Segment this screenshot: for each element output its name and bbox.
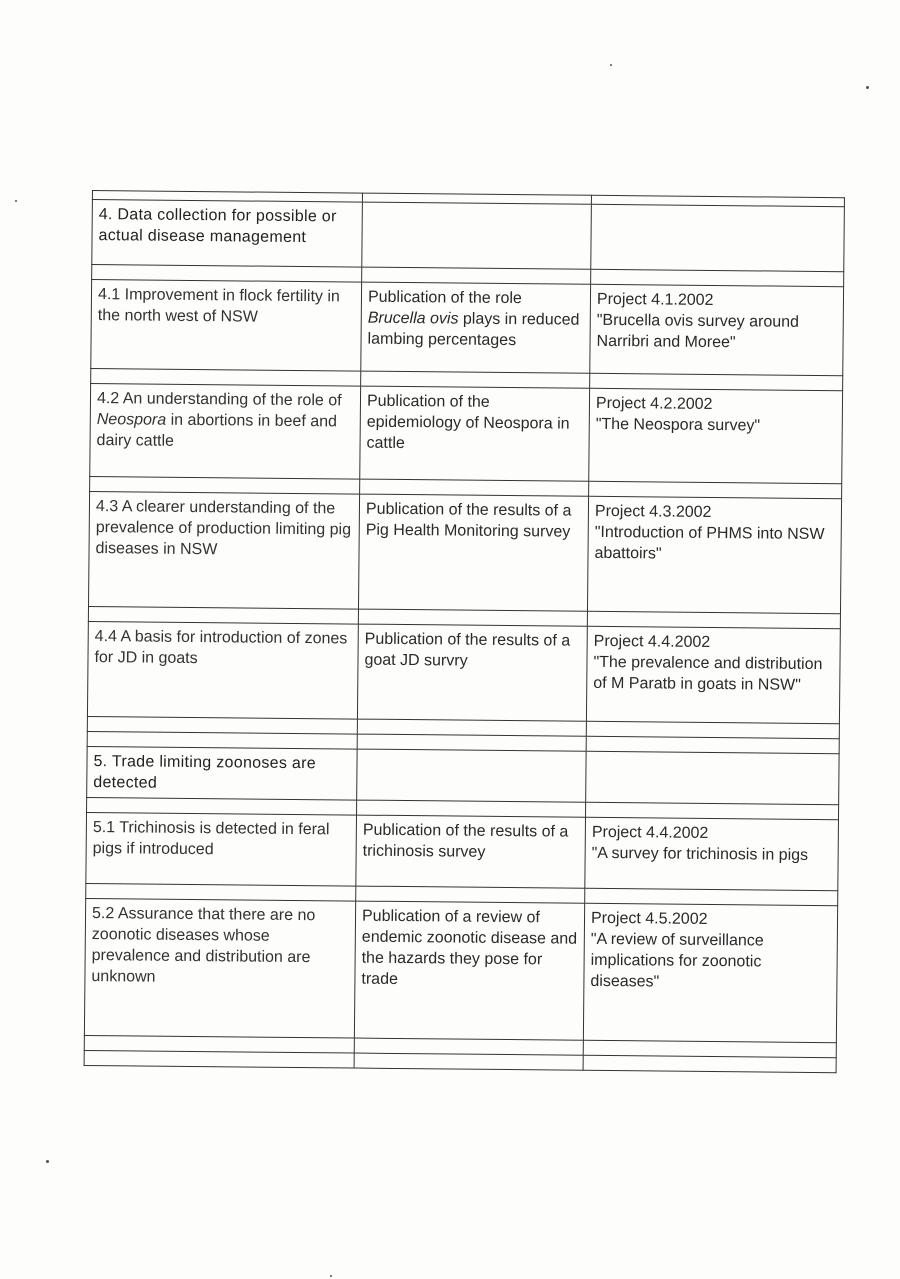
scan-speck	[610, 64, 612, 66]
project-number: Project 4.3.2002	[594, 502, 712, 521]
output-cell	[361, 282, 591, 373]
scan-speck	[866, 86, 869, 89]
output-cell: Publication of the results of a Pig Health Monitoring survey	[358, 494, 588, 611]
output-cell: Publication of the results of a goat JD survry	[357, 624, 587, 721]
project-title: "The Neospora survey"	[595, 415, 761, 435]
output-italic: Brucella ovis	[367, 309, 459, 328]
empty-cell	[362, 202, 592, 269]
project-cell	[583, 903, 837, 1042]
output-cell: Publication of the epidemiology of Neospora in cattle	[360, 386, 590, 481]
section-heading-row	[92, 200, 845, 272]
empty-cell	[84, 1050, 354, 1068]
outcome-text: 4.2 An understanding of the role of	[96, 390, 342, 410]
outcome-cell	[90, 383, 361, 479]
project-title: "Introduction of PHMS into NSW abattoirs"	[594, 523, 825, 563]
output-text: Publication of the role	[367, 288, 522, 308]
table-row	[89, 491, 842, 613]
empty-cell	[354, 1053, 583, 1070]
section-heading-row	[87, 746, 839, 804]
outcome-italic: Neospora	[96, 411, 167, 429]
project-title: "Brucella ovis survey around Narribri and Moree"	[596, 311, 800, 352]
project-number: Project 4.5.2002	[590, 909, 708, 928]
project-number: Project 4.2.2002	[595, 394, 713, 413]
outcome-text: in abortions in beef and dairy cattle	[96, 411, 338, 450]
table-row	[84, 898, 837, 1042]
project-number: Project 4.4.2002	[591, 823, 709, 842]
project-number: Project 4.4.2002	[593, 632, 711, 651]
project-title: "The prevalence and distribution of M Paratb in goats in NSW"	[593, 653, 823, 694]
outcome-cell: 5.2 Assurance that there are no zoonotic diseases whose prevalence and distribution are unknown	[84, 898, 355, 1038]
project-cell	[589, 388, 843, 483]
empty-cell	[357, 749, 586, 802]
empty-cell	[586, 751, 839, 804]
empty-cell	[591, 204, 845, 271]
outcome-cell: 5.1 Trichinosis is detected in feral pigs if introduced	[86, 812, 357, 886]
project-title: "A survey for trichinosis in pigs	[591, 844, 809, 864]
section-5-title: 5. Trade limiting zoonoses are detected	[87, 746, 357, 800]
outcome-cell: 4.3 A clearer understanding of the prevalence of production limiting pig diseases in NSW	[89, 491, 360, 609]
project-cell	[585, 817, 839, 890]
table-row	[90, 383, 843, 483]
scan-speck	[15, 200, 17, 202]
output-text: plays in reduced lambing percentages	[367, 310, 580, 350]
project-number: Project 4.1.2002	[596, 290, 714, 309]
project-cell	[587, 496, 841, 613]
outcome-cell: 4.1 Improvement in flock fertility in the north west of NSW	[91, 280, 362, 372]
empty-cell	[583, 1055, 836, 1072]
table-row	[91, 280, 844, 376]
project-cell	[586, 626, 840, 723]
scan-speck	[330, 1275, 332, 1277]
outcome-cell: 4.4 A basis for introduction of zones for JD in goats	[87, 621, 358, 719]
table-row	[87, 621, 840, 723]
section-4-title: 4. Data collection for possible or actual disease management	[92, 200, 363, 268]
output-cell: Publication of the results of a trichinosis survey	[356, 815, 586, 888]
planning-table	[84, 190, 845, 1073]
table-row	[86, 812, 839, 890]
project-title: "A review of surveillance implications for zoonotic diseases"	[590, 930, 764, 991]
output-cell: Publication of a review of endemic zoonotic disease and the hazards they pose for trade	[354, 901, 584, 1040]
project-cell	[590, 284, 844, 375]
scan-speck	[46, 1160, 49, 1163]
